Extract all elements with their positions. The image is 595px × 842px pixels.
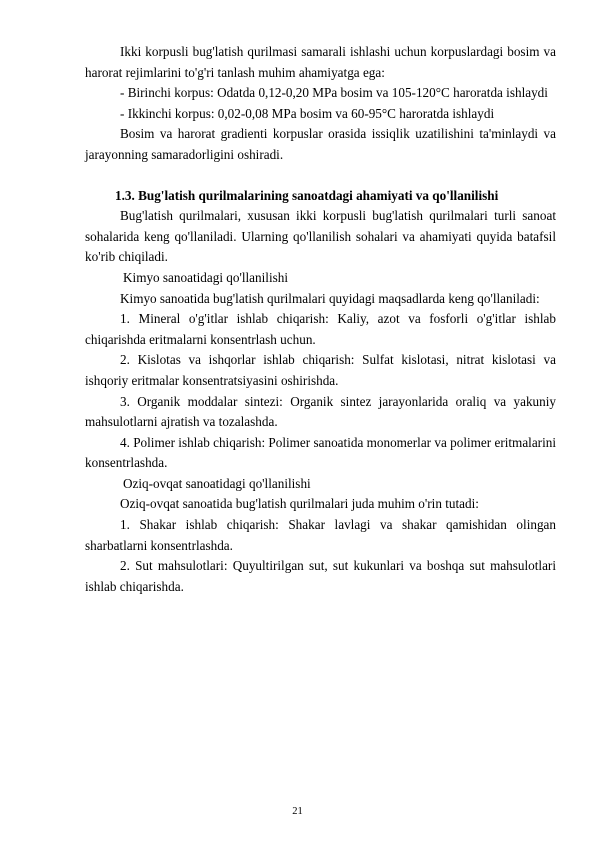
page-number: 21 [292,806,303,817]
paragraph: Ikki korpusli bug'latish qurilmasi samarali ishlashi uchun korpuslardagi bosim va harorat rejimlarini to'g'ri tanlash muhim ahamiyatga ega: [85,44,556,80]
document-body [85,42,556,597]
list-item: 2. Kislotas va ishqorlar ishlab chiqarish: Sulfat kislotasi, nitrat kislotasi va ishqoriy eritmalar konsentratsiyasini oshirishda. [85,352,556,388]
paragraph: - Ikkinchi korpus: 0,02-0,08 MPa bosim va 60-95°C haroratda ishlaydi [120,105,495,121]
section-heading: 1.3. Bug'latish qurilmalarining sanoatdagi ahamiyati va qo'llanilishi [115,187,499,203]
paragraph: Oziq-ovqat sanoatida bug'latish qurilmalari juda muhim o'rin tutadi: [120,496,479,512]
subsection-title: Kimyo sanoatidagi qo'llanilishi [123,269,289,285]
paragraph: - Birinchi korpus: Odatda 0,12-0,20 MPa bosim va 105-120°C haroratda ishlaydi [120,85,548,101]
list-item: 4. Polimer ishlab chiqarish: Polimer sanoatida monomerlar va polimer eritmalarini konsentrlashda. [85,434,556,471]
list-item: 1. Mineral o'g'itlar ishlab chiqarish: Kaliy, azot va fosforli o'g'itlar ishlab chiqarishda eritmalarni konsentrlash uchun. [85,311,556,347]
list-item: 3. Organik moddalar sintezi: Organik sintez jarayonlarida oraliq va yakuniy mahsulotlarni ajratish va tozalashda. [85,393,556,430]
paragraph: Bosim va harorat gradienti korpuslar orasida issiqlik uzatilishini ta'minlaydi va jarayonning samaradorligini oshiradi. [85,126,556,162]
list-item: 2. Sut mahsulotlari: Quyultirilgan sut, sut kukunlari va boshqa sut mahsulotlari ishlab chiqarishda. [85,558,556,594]
subsection-title: Oziq-ovqat sanoatidagi qo'llanilishi [123,475,311,491]
list-item: 1. Shakar ishlab chiqarish: Shakar lavlagi va shakar qamishidan olingan sharbatlarni konsentrlashda. [85,517,556,553]
paragraph: Kimyo sanoatida bug'latish qurilmalari quyidagi maqsadlarda keng qo'llaniladi: [120,290,540,306]
paragraph: Bug'latish qurilmalari, xususan ikki korpusli bug'latish qurilmalari turli sanoat sohalarida keng qo'llaniladi. Ularning qo'llanilish sohalari va ahamiyati quyida batafsil ko'rib chiqiladi. [85,208,556,265]
